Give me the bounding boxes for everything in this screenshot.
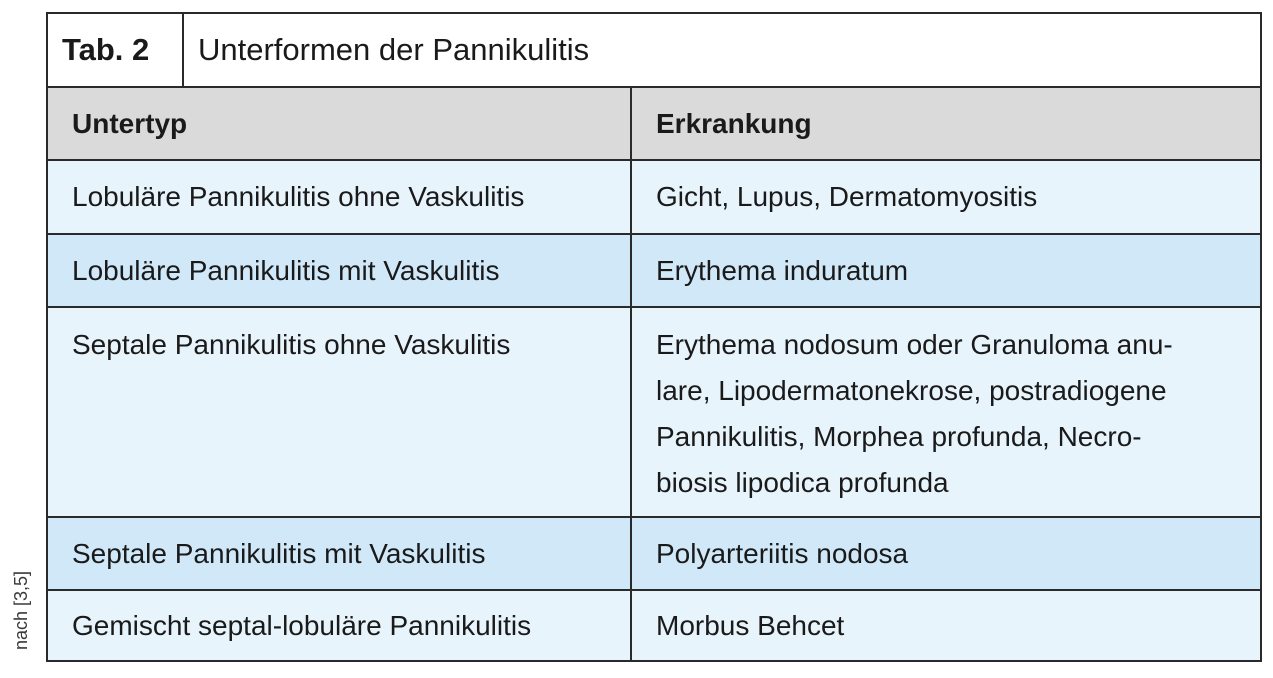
- table-row: [48, 308, 1260, 518]
- table-row: [48, 235, 1260, 308]
- source-note-text: nach [3,5]: [11, 570, 32, 650]
- cell-erkrankung-line: Pannikulitis, Morphea profunda, Necro-: [656, 421, 1142, 452]
- cell-untertyp: Lobuläre Pannikulitis ohne Vaskulitis: [48, 161, 632, 233]
- table-row: [48, 161, 1260, 235]
- cell-erkrankung: Morbus Behcet: [656, 609, 845, 641]
- cell-erkrankung: Polyarteriitis nodosa: [656, 537, 909, 569]
- cell-untertyp: Septale Pannikulitis ohne Vaskulitis: [48, 308, 632, 516]
- table-title: Unterformen der Pannikulitis: [198, 32, 590, 67]
- table-title-bar: [48, 14, 1260, 88]
- table-row: [48, 591, 1260, 660]
- cell-erkrankung: Erythema induratum: [656, 254, 909, 286]
- table-label: Tab. 2: [48, 14, 184, 86]
- cell-erkrankung-line: lare, Lipodermatonekrose, postradiogene: [656, 375, 1167, 406]
- table-row: [48, 518, 1260, 591]
- source-note: [8, 555, 36, 665]
- header-erkrankung: Erkrankung: [656, 107, 812, 139]
- cell-untertyp: Septale Pannikulitis mit Vaskulitis: [48, 518, 632, 589]
- pannikulitis-table: [46, 12, 1262, 662]
- cell-untertyp: Lobuläre Pannikulitis mit Vaskulitis: [48, 235, 632, 306]
- cell-erkrankung: Gicht, Lupus, Dermatomyositis: [656, 181, 1038, 212]
- cell-erkrankung: [632, 308, 1260, 516]
- header-untertyp: Untertyp: [48, 88, 632, 159]
- cell-untertyp: Gemischt septal-lobuläre Pannikulitis: [48, 591, 632, 660]
- table-header-row: [48, 88, 1260, 161]
- cell-erkrankung-line: biosis lipodica profunda: [656, 467, 949, 498]
- cell-erkrankung-line: Erythema nodosum oder Granuloma anu-: [656, 329, 1173, 360]
